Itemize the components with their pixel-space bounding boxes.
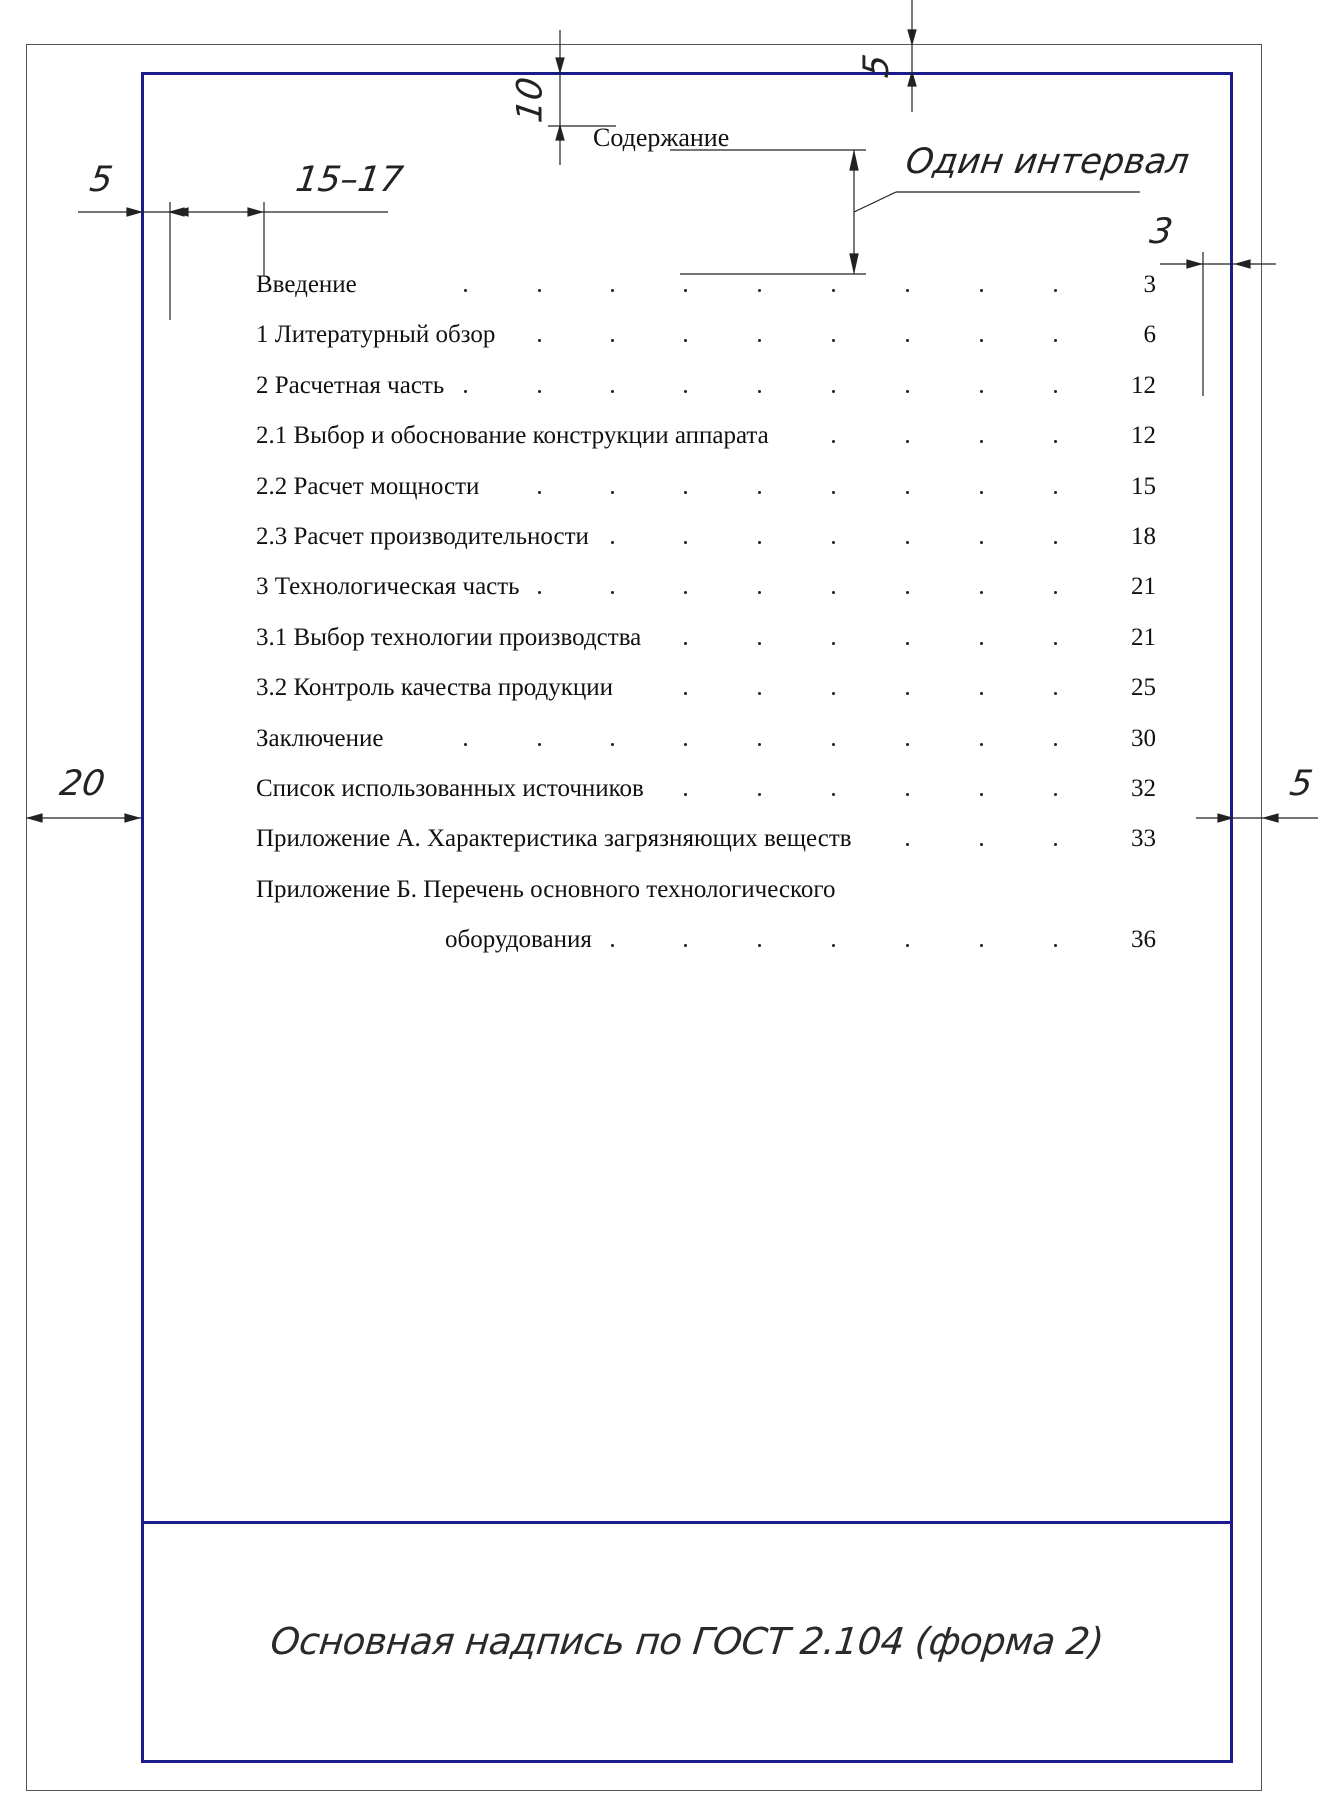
toc-entry-label: 2.3 Расчет производительности: [256, 517, 593, 557]
title-block-caption: Основная надпись по ГОСТ 2.104 (форма 2): [268, 1620, 1106, 1663]
toc-entry-label: Введение: [256, 265, 361, 305]
toc-entry-label: 3 Технологическая часть: [256, 567, 524, 607]
toc-entry-page: 6: [1143, 321, 1156, 349]
toc-entry-page: 32: [1131, 775, 1156, 802]
toc-entry-label: Приложение А. Характеристика загрязняющих веществ: [256, 819, 856, 859]
toc-entry-page: 36: [1131, 926, 1156, 954]
dimension-label-right-margin: 5: [1287, 764, 1316, 804]
toc-entry-label: 3.1 Выбор технологии производства: [256, 618, 645, 658]
toc-entry-label: Заключение: [256, 719, 388, 759]
toc-entry-label: 2.2 Расчет мощности: [256, 467, 483, 507]
toc-entry-label: 2.1 Выбор и обоснование конструкции аппарата: [256, 416, 773, 456]
toc-entry-page: 21: [1131, 573, 1156, 601]
toc-entry-page: 25: [1131, 674, 1156, 702]
toc-entry-page: 12: [1131, 422, 1156, 450]
dimension-label-frame-offset: 5: [87, 160, 116, 200]
dimension-label-left-margin: 20: [57, 764, 108, 804]
dimension-label-title-offset: 10: [510, 74, 551, 126]
toc-entry-page: 18: [1131, 523, 1156, 550]
toc-entry-page: 3: [1143, 271, 1156, 298]
toc-entry-label: Приложение Б. Перечень основного технологического: [256, 870, 840, 910]
dimension-label-top-frame: 5: [857, 52, 898, 80]
dimension-label-indent: 15–17: [293, 160, 406, 200]
toc-entry-label: 1 Литературный обзор: [256, 315, 499, 355]
toc-entry-page: 12: [1131, 371, 1156, 399]
toc-entry-label: 2 Расчетная часть: [256, 366, 448, 406]
toc-entry-page: 15: [1131, 472, 1156, 500]
toc-entry-label: оборудования: [445, 920, 596, 960]
dimension-label-right-gap: 3: [1147, 212, 1176, 252]
dimension-label-line-spacing: Один интервал: [903, 142, 1192, 182]
toc-entry-page: 21: [1131, 623, 1156, 651]
toc-title: Содержание: [593, 123, 730, 152]
toc-entry-page: 30: [1131, 724, 1156, 752]
toc-entry-page: 33: [1131, 825, 1156, 853]
toc-entry-label: 3.2 Контроль качества продукции: [256, 668, 617, 708]
toc-entry-label: Список использованных источников: [256, 769, 648, 809]
